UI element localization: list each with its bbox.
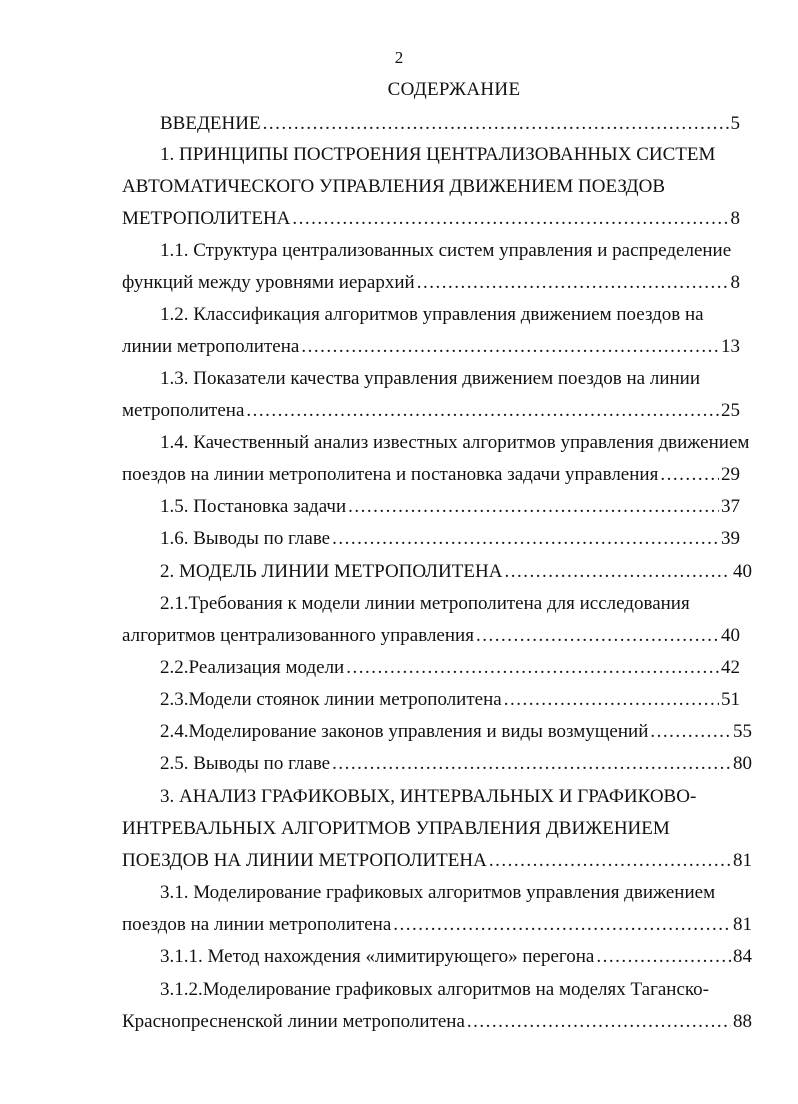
toc-entry (122, 625, 740, 647)
toc-entry (160, 786, 696, 808)
dot-leader (301, 336, 719, 358)
toc-entry (122, 850, 752, 872)
toc-entry-page: 81 (733, 914, 752, 935)
toc-entry (160, 979, 709, 1001)
toc-entry-page: 39 (721, 528, 740, 549)
toc-entry (160, 432, 749, 454)
toc-entry-text: АВТОМАТИЧЕСКОГО УПРАВЛЕНИЯ ДВИЖЕНИЕМ ПОЕЗДОВ (122, 176, 666, 197)
toc-entry-page: 84 (733, 946, 752, 967)
toc-entry (160, 496, 740, 518)
toc-entry-text: метрополитена (122, 400, 245, 421)
toc-entry-page: 40 (721, 625, 740, 646)
toc-entry (160, 882, 715, 904)
toc-entry (160, 657, 740, 679)
toc-entry-text: 2.4.Моделирование законов управления и виды возмущений (160, 721, 649, 742)
toc-entry-text: алгоритмов централизованного управления (122, 625, 474, 646)
toc-entry-page: 55 (733, 721, 752, 742)
toc-entry (122, 208, 740, 230)
toc-entry-page: 80 (733, 753, 752, 774)
toc-entry-text: 3.1.1. Метод нахождения «лимитирующего» перегона (160, 946, 595, 967)
toc-entry (160, 528, 740, 550)
page-title: СОДЕРЖАНИЕ (387, 79, 521, 100)
page-number: 2 (394, 48, 404, 67)
dot-leader (596, 946, 731, 968)
toc-entry (160, 753, 752, 775)
toc-entry-text: ИНТРЕВАЛЬНЫХ АЛГОРИТМОВ УПРАВЛЕНИЯ ДВИЖЕНИЕМ (122, 818, 670, 839)
toc-entry-text: 3.1.2.Моделирование графиковых алгоритмов на моделях Таганско- (160, 979, 710, 1000)
toc-entry-text: 1.4. Качественный анализ известных алгоритмов управления движением (160, 432, 750, 453)
dot-leader (263, 113, 729, 135)
toc-entry (160, 144, 715, 166)
toc-entry-page: 5 (730, 113, 740, 134)
dot-leader (504, 561, 731, 583)
dot-leader (660, 464, 719, 486)
toc-entry (122, 272, 740, 294)
toc-entry (122, 464, 740, 486)
dot-leader (476, 625, 719, 647)
dot-leader (292, 208, 728, 230)
toc-entry-page: 42 (721, 657, 740, 678)
dot-leader (348, 496, 719, 518)
dot-leader (650, 721, 731, 743)
toc-entry-text: МЕТРОПОЛИТЕНА (122, 208, 291, 229)
toc-entry (160, 946, 752, 968)
toc-entry-text: поездов на линии метрополитена (122, 914, 392, 935)
toc-entry-text: 1.6. Выводы по главе (160, 528, 331, 549)
dot-leader (346, 657, 719, 679)
toc-entry-text: 1.2. Классификация алгоритмов управления движением поездов на (160, 304, 704, 325)
toc-entry (122, 336, 740, 358)
toc-entry-text: 2.5. Выводы по главе (160, 753, 331, 774)
toc-entry-text: 2. МОДЕЛЬ ЛИНИИ МЕТРОПОЛИТЕНА (160, 561, 503, 582)
toc-entry (160, 561, 752, 583)
toc-entry-text: Краснопресненской линии метрополитена (122, 1011, 465, 1032)
toc-entry-text: функций между уровнями иерархий (122, 272, 415, 293)
toc-entry-text: 3.1. Моделирование графиковых алгоритмов управления движением (160, 882, 716, 903)
toc-entry-page: 8 (730, 208, 740, 229)
toc-entry (122, 176, 665, 198)
toc-entry-text: 1. ПРИНЦИПЫ ПОСТРОЕНИЯ ЦЕНТРАЛИЗОВАННЫХ СИСТЕМ (160, 144, 716, 165)
toc-entry-page: 40 (733, 561, 752, 582)
dot-leader (489, 850, 731, 872)
toc-entry-text: ВВЕДЕНИЕ (160, 113, 261, 134)
dot-leader (467, 1011, 731, 1033)
dot-leader (332, 528, 719, 550)
toc-entry (122, 1011, 752, 1033)
toc-entry (122, 818, 670, 840)
toc-entry (160, 593, 690, 615)
toc-entry-page: 88 (733, 1011, 752, 1032)
toc-entry-page: 29 (721, 464, 740, 485)
toc-entry (160, 368, 700, 390)
toc-entry-page: 13 (721, 336, 740, 357)
toc-entry-page: 51 (721, 689, 740, 710)
dot-leader (393, 914, 731, 936)
toc-entry (122, 914, 752, 936)
toc-entry (160, 240, 731, 262)
toc-entry-text: ПОЕЗДОВ НА ЛИНИИ МЕТРОПОЛИТЕНА (122, 850, 487, 871)
toc-entry-text: 1.3. Показатели качества управления движением поездов на линии (160, 368, 700, 389)
toc-entry-text: 1.1. Структура централизованных систем управления и распределение (160, 240, 732, 261)
toc-entry-page: 37 (721, 496, 740, 517)
toc-entry-text: 3. АНАЛИЗ ГРАФИКОВЫХ, ИНТЕРВАЛЬНЫХ И ГРАФИКОВО- (160, 786, 697, 807)
toc-entry-text: 2.3.Модели стоянок линии метрополитена (160, 689, 502, 710)
toc-entry (160, 113, 740, 135)
dot-leader (246, 400, 719, 422)
dot-leader (332, 753, 731, 775)
dot-leader (504, 689, 719, 711)
toc-entry-text: линии метрополитена (122, 336, 300, 357)
toc-entry-page: 25 (721, 400, 740, 421)
toc-entry (122, 400, 740, 422)
toc-entry (160, 721, 752, 743)
toc-entry-page: 8 (730, 272, 740, 293)
toc-entry (160, 689, 740, 711)
toc-entry-text: 2.2.Реализация модели (160, 657, 345, 678)
toc-entry-page: 81 (733, 850, 752, 871)
toc-entry-text: 1.5. Постановка задачи (160, 496, 347, 517)
toc-entry-text: поездов на линии метрополитена и постановка задачи управления (122, 464, 659, 485)
dot-leader (417, 272, 729, 294)
toc-entry-text: 2.1.Требования к модели линии метрополитена для исследования (160, 593, 690, 614)
toc-entry (160, 304, 704, 326)
